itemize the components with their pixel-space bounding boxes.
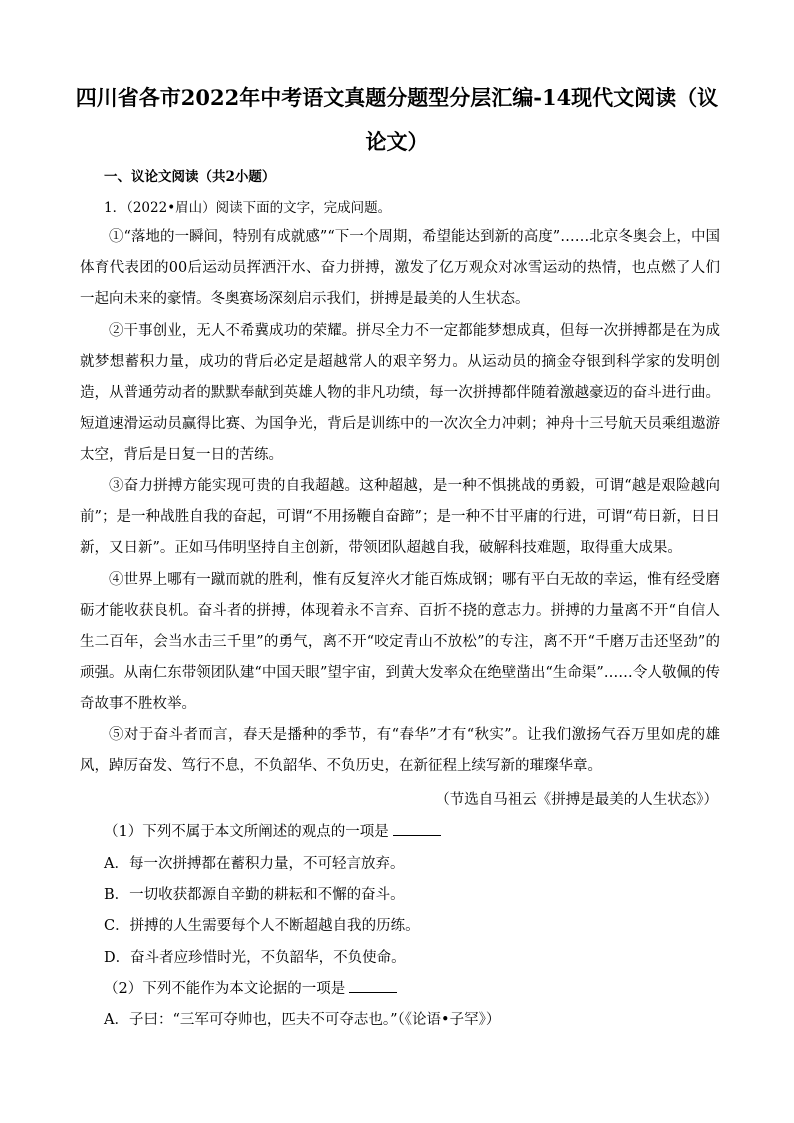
option-1d: D．奋斗者应珍惜时光，不负韶华，不负使命。	[104, 950, 406, 966]
option-1b: B．一切收获都源自辛勤的耕耘和不懈的奋斗。	[104, 887, 405, 903]
subquestion-1-text: （1）下列不属于本文所阐述的观点的一项是	[104, 824, 389, 840]
title-line-2: 论文）	[365, 129, 429, 154]
subquestion-2-stem	[104, 977, 397, 998]
subquestion-2-text: （2）下列不能作为本文论据的一项是	[104, 981, 346, 997]
paragraph-3: ③奋力拼搏方能实现可贵的自我超越。这种超越，是一种不惧挑战的勇毅，可谓“越是艰险越向前”；是一种战胜自我的奋起，可谓“不用扬鞭自奋蹄”；是一种不甘平庸的行进，可谓“苟日新，日日新，又日新”。正如马伟明坚持自主创新，带领团队超越自我，破解科技难题，取得重大成果。	[80, 478, 720, 556]
answer-blank-2[interactable]	[349, 978, 397, 993]
paragraph-4: ④世界上哪有一蹴而就的胜利，惟有反复淬火才能百炼成钢；哪有平白无故的幸运，惟有经受磨砺才能收获良机。奋斗者的拼搏，体现着永不言弃、百折不挠的意志力。拼搏的力量离不开“自信人生二百年，会当水击三千里”的勇气，离不开“咬定青山不放松”的专注，离不开“千磨万击还坚劲”的顽强。从南仁东带领团队建“中国天眼”望宇宙，到黄大发率众在绝壁凿出“生命渠”……令人敬佩的传奇故事不胜枚举。	[80, 572, 720, 712]
title-line-1: 四川省各市2022年中考语文真题分题型分层汇编-14现代文阅读（议	[75, 85, 719, 110]
paragraph-1: ①“落地的一瞬间，特别有成就感”“下一个周期，希望能达到新的高度”……北京冬奥会上，中国体育代表团的00后运动员挥洒汗水、奋力拼搏，激发了亿万观众对冰雪运动的热情，也点燃了人们一起向未来的豪情。冬奥赛场深刻启示我们，拼搏是最美的人生状态。	[80, 229, 720, 307]
paragraph-2: ②干事创业，无人不希冀成功的荣耀。拼尽全力不一定都能梦想成真，但每一次拼搏都是在为成就梦想蓄积力量，成功的背后必定是超越常人的艰辛努力。从运动员的摘金夺银到科学家的发明创造，从普通劳动者的默默奉献到英雄人物的非凡功绩，每一次拼搏都伴随着激越豪迈的奋斗进行曲。短道速滑运动员赢得比赛、为国争光，背后是训练中的一次次全力冲刺；神舟十三号航天员乘组遨游太空，背后是日复一日的苦练。	[80, 323, 720, 463]
answer-blank-1[interactable]	[393, 821, 441, 836]
paragraph-5: ⑤对于奋斗者而言，春天是播种的季节，有“春华”才有“秋实”。让我们激扬气吞万里如虎的雄风，踔厉奋发、笃行不息，不负韶华、不负历史，在新征程上续写新的璀璨华章。	[80, 727, 720, 774]
section-heading: 一、议论文阅读（共2小题）	[104, 169, 276, 185]
subquestion-1-stem	[104, 820, 441, 841]
source-citation: （节选自马祖云《拼搏是最美的人生状态》）	[435, 792, 718, 808]
option-1a: A．每一次拼搏都在蓄积力量，不可轻言放弃。	[104, 856, 405, 872]
document-title	[70, 76, 724, 164]
option-1c: C．拼搏的人生需要每个人不断超越自我的历练。	[104, 918, 420, 934]
question-header: 1．（2022•眉山）阅读下面的文字，完成问题。	[104, 200, 392, 216]
option-2a: A．子曰：“三军可夺帅也，匹夫不可夺志也。”（《论语•子罕》）	[104, 1012, 501, 1028]
